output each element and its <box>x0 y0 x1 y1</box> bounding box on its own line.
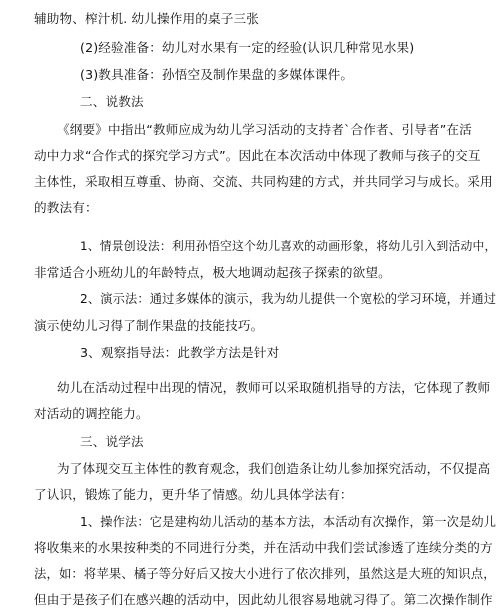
text-line: 了认识，锻炼了能力，更升华了情感。幼儿具体学法有： <box>34 487 353 502</box>
text-line: 2、演示法：通过多媒体的演示，我为幼儿提供一个宽松的学习环境，并通过 <box>80 292 497 306</box>
text-line: 法，如：将苹果、橘子等分好后又按大小进行了依次排列，虽然这是大班的知识点， <box>34 567 496 581</box>
text-line: 主体性，采取相互尊重、协商、交流、共同构建的方式，并共同学习与成长。采用 <box>34 174 493 189</box>
text-line: 非常适合小班幼儿的年龄特点，极大地调动起孩子探索的欲望。 <box>34 265 391 280</box>
text-line: 《纲要》中指出“教师应成为幼儿学习活动的支持者`合作者、引导者”在活 <box>57 122 472 137</box>
text-line: 动中力求“合作式的探究学习方式”。因此在本次活动中体现了教师与孩子的交互 <box>34 148 481 163</box>
text-line: 辅助物、榨汁机. 幼儿操作用的桌子三张 <box>34 11 259 26</box>
text-line: 但由于是孩子们在感兴趣的活动中，因此幼儿很容易地就习得了。第二次操作制作 <box>34 592 493 607</box>
text-line: (3)教具准备：孙悟空及制作果盘的多媒体课件。 <box>80 67 354 82</box>
text-line: 1、情景创设法：利用孙悟空这个幼儿喜欢的动画形象，将幼儿引入到活动中， <box>80 239 497 253</box>
text-line: 1、操作法：它是建构幼儿活动的基本方法，本活动有次操作，第一次是幼儿 <box>80 515 497 529</box>
text-line: 3、观察指导法：此教学方法是针对 <box>80 345 280 360</box>
text-line: 幼儿在活动过程中出现的情况，教师可以采取随机指导的方法，它体现了教师 <box>57 380 491 395</box>
text-line: 对活动的调控能力。 <box>34 406 149 421</box>
text-line: 将收集来的水果按种类的不同进行分类，并在活动中我们尝试渗透了连续分类的方 <box>34 540 493 555</box>
text-line: 为了体现交互主体性的教育观念，我们创造条让幼儿参加探究活动，不仅提高 <box>57 461 491 476</box>
text-line: 的教法有： <box>34 200 98 215</box>
section-heading: 二、说教法 <box>80 94 144 109</box>
text-line: 演示使幼儿习得了制作果盘的技能技巧。 <box>34 318 264 333</box>
section-heading: 三、说学法 <box>80 434 144 449</box>
text-line: (2)经验准备：幼儿对水果有一定的经验(认识几种常见水果) <box>80 40 415 55</box>
